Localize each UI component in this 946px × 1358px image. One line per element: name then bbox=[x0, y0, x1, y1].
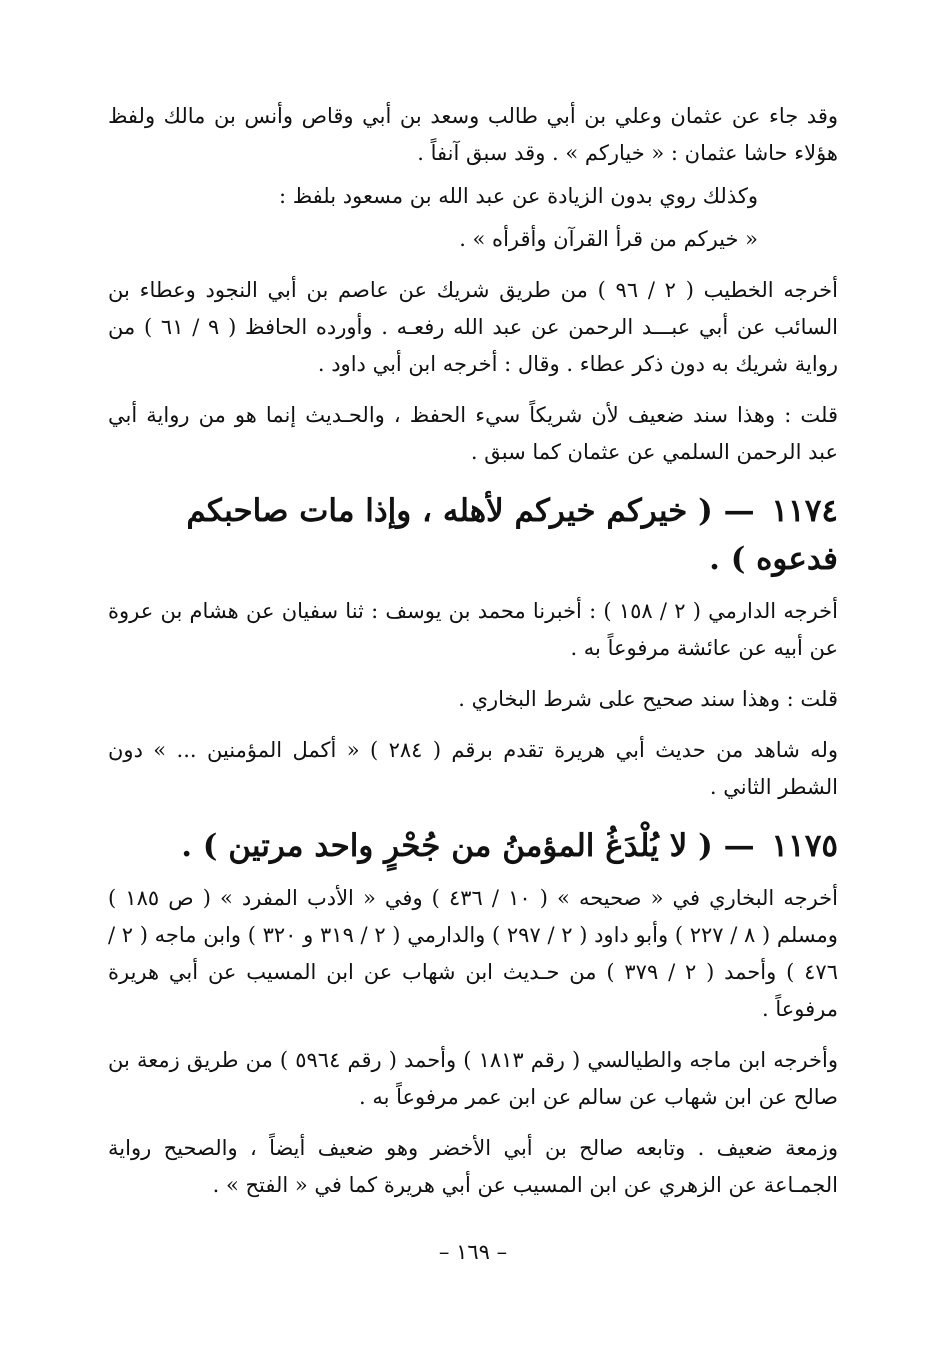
page-number: – ١٦٩ – bbox=[438, 1240, 508, 1264]
paragraph: أخرجه البخاري في « صحيحه » ( ١٠ / ٤٣٦ ) وفي « الأدب المفرد » ( ص ١٨٥ ) ومسلم ( ٨ / ٢٢٧ ) وأبو داود ( ٢ / ٢٩٧ ) والدارمي ( ٢ / ٣١٩ و ٣٢٠ ) وابن ماجه ( ٢ / ٤٧٦ ) وأحمد ( ٢ / ٣٧٩ ) من حـديث ابن شهاب عن ابن المسيب عن أبي هريرة مرفوعاً . bbox=[108, 886, 838, 1021]
hadith-text: — ( لا يُلْدَغُ المؤمنُ من جُحْرٍ واحد مرتين ) . bbox=[181, 828, 755, 864]
paragraph: وزمعة ضعيف . وتابعه صالح بن أبي الأخضر وهو ضعيف أيضاً ، والصحيح رواية الجمـاعة عن الزهري عن ابن المسيب عن أبي هريرة كما في « الفتح » . bbox=[108, 1136, 838, 1197]
paragraph: وكذلك روي بدون الزيادة عن عبد الله بن مسعود بلفظ : bbox=[278, 184, 758, 208]
hadith-heading-1174 bbox=[108, 487, 838, 583]
paragraph: قلت : وهذا سند صحيح على شرط البخاري . bbox=[458, 687, 838, 711]
hadith-number: ١١٧٤ bbox=[771, 493, 838, 529]
paragraph: وله شاهد من حديث أبي هريرة تقدم برقم ( ٢٨٤ ) « أكمل المؤمنين ... » دون الشطر الثاني . bbox=[108, 738, 838, 799]
hadith-heading-1175 bbox=[108, 822, 838, 870]
paragraph: وأخرجه ابن ماجه والطيالسي ( رقم ١٨١٣ ) وأحمد ( رقم ٥٩٦٤ ) من طريق زمعة بن صالح عن ابن شهاب عن سالم عن ابن عمر مرفوعاً به . bbox=[108, 1048, 838, 1109]
paragraph: وقد جاء عن عثمان وعلي بن أبي طالب وسعد بن أبي وقاص وأنس بن مالك ولفظ هؤلاء حاشا عثمان : « خياركم » . وقد سبق آنفاً . bbox=[108, 104, 838, 165]
hadith-number: ١١٧٥ bbox=[771, 828, 838, 864]
hadith-text: — ( خيركم خيركم لأهله ، وإذا مات صاحبكم فدعوه ) . bbox=[186, 493, 838, 577]
quoted-hadith: « خيركم من قرأ القرآن وأقرأه » . bbox=[459, 227, 758, 251]
paragraph: قلت : وهذا سند ضعيف لأن شريكاً سيء الحفظ ، والحـديث إنما هو من رواية أبي عبد الرحمن السلمي عن عثمان كما سبق . bbox=[108, 403, 838, 464]
paragraph: أخرجه الخطيب ( ٢ / ٩٦ ) من طريق شريك عن عاصم بن أبي النجود وعطاء بن السائب عن أبي عبـــد الرحمن عن عبد الله رفعـه . وأورده الحافظ ( ٩ / ٦١ ) من رواية شريك به دون ذكر عطاء . وقال : أخرجه ابن أبي داود . bbox=[108, 278, 838, 376]
paragraph: أخرجه الدارمي ( ٢ / ١٥٨ ) : أخبرنا محمد بن يوسف : ثنا سفيان عن هشام بن عروة عن أبيه عن عائشة مرفوعاً به . bbox=[108, 599, 838, 660]
